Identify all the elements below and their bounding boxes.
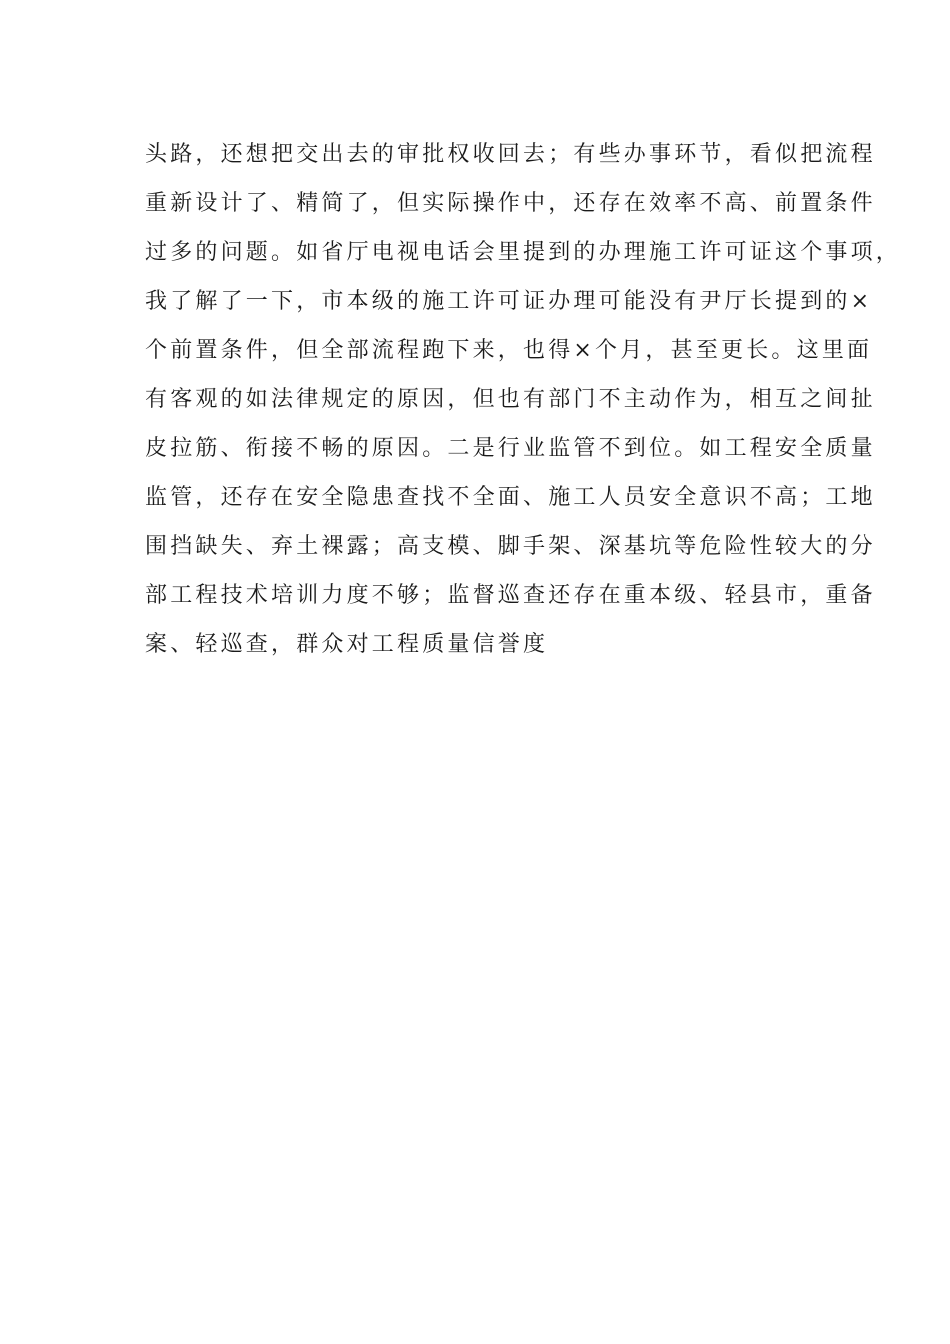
text-line-8: 监管，还存在安全隐患查找不全面、施工人员安全意识不高；工地 bbox=[145, 485, 876, 510]
text-line-7: 皮拉筋、衔接不畅的原因。二是行业监管不到位。如工程安全质量 bbox=[145, 436, 876, 461]
text-line-11: 案、轻巡查，群众对工程质量信誉度 bbox=[145, 632, 549, 657]
body-text bbox=[145, 130, 902, 669]
text-line-9: 围挡缺失、弃土裸露；高支模、脚手架、深基坑等危险性较大的分 bbox=[145, 534, 876, 559]
text-line-10: 部工程技术培训力度不够；监督巡查还存在重本级、轻县市，重备 bbox=[145, 583, 876, 608]
text-line-1: 头路，还想把交出去的审批权收回去；有些办事环节，看似把流程 bbox=[145, 142, 876, 167]
text-line-3: 过多的问题。如省厅电视电话会里提到的办理施工许可证这个事项， bbox=[145, 240, 902, 265]
text-line-6: 有客观的如法律规定的原因，但也有部门不主动作为，相互之间扯 bbox=[145, 387, 876, 412]
text-line-5: 个前置条件，但全部流程跑下来，也得×个月，甚至更长。这里面 bbox=[145, 338, 873, 363]
text-line-4: 我了解了一下，市本级的施工许可证办理可能没有尹厅长提到的× bbox=[145, 289, 873, 314]
text-line-2: 重新设计了、精简了，但实际操作中，还存在效率不高、前置条件 bbox=[145, 191, 876, 216]
